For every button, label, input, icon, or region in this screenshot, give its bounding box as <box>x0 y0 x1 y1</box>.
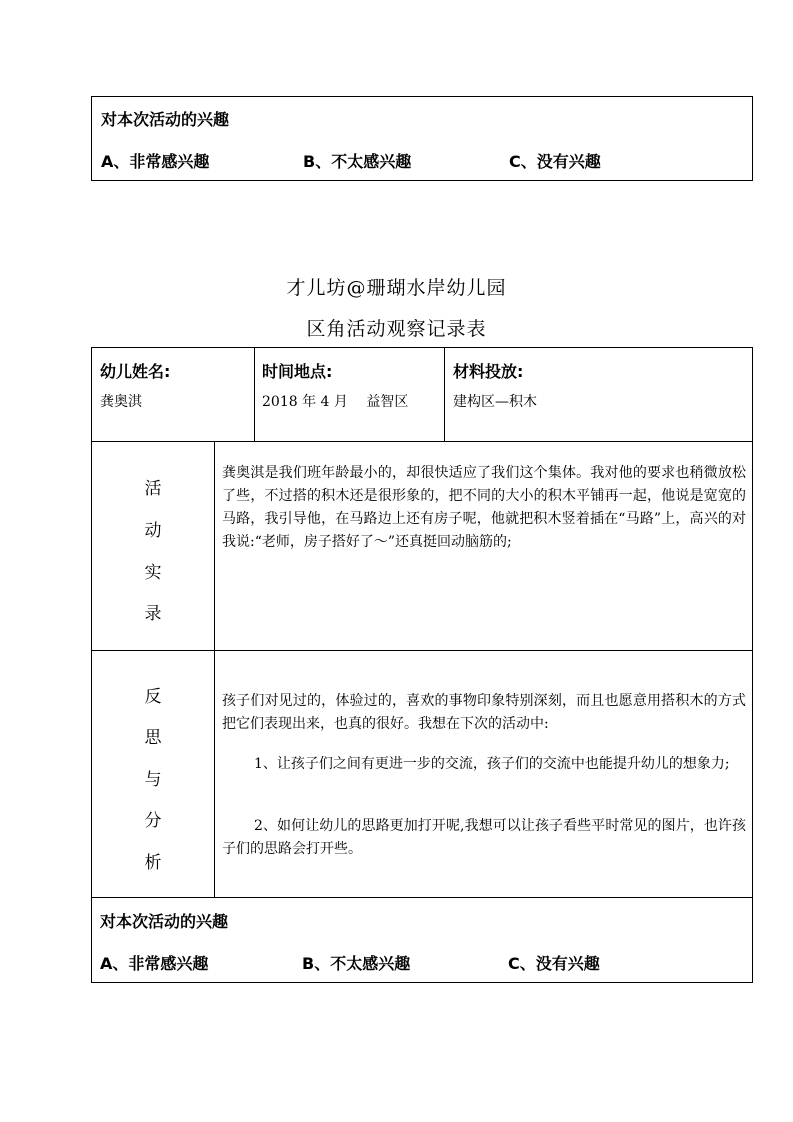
record-label-char: 实 <box>144 563 162 583</box>
reflection-paragraph-1: 孩子们对见过的，体验过的，喜欢的事物印象特别深刻，而且也愿意用搭积木的方式把它们表现出来，也真的很好。我想在下次的活动中: <box>222 693 746 732</box>
top-interest-heading: 对本次活动的兴趣 <box>101 110 230 129</box>
record-label-char: 动 <box>144 521 162 541</box>
info-divider-2 <box>444 347 445 442</box>
bottom-interest-heading: 对本次活动的兴趣 <box>100 912 229 931</box>
reflection-paragraph-3: 2、如何让幼儿的思路更加打开呢,我想可以让孩子看些平时常见的图片，也许孩子们的思路会打开些。 <box>222 818 746 857</box>
info-row-bottom <box>91 441 753 442</box>
reflection-label-char: 与 <box>144 770 162 790</box>
time-place-label: 时间地点: <box>262 362 333 381</box>
record-label-char: 录 <box>144 604 162 624</box>
reflection-label-char: 思 <box>144 728 162 748</box>
top-interest-box <box>91 96 753 181</box>
child-name-label: 幼儿姓名: <box>100 362 171 381</box>
top-option-b: B、不太感兴趣 <box>303 152 412 171</box>
reflection-row-bottom <box>91 897 753 898</box>
material-label: 材料投放: <box>453 362 524 381</box>
bottom-option-c: C、没有兴趣 <box>508 954 600 973</box>
material-value: 建构区—积木 <box>453 394 537 410</box>
reflection-label-char: 分 <box>144 811 162 831</box>
record-row-bottom <box>91 650 753 651</box>
label-column-divider <box>214 441 215 898</box>
record-text: 龚奥淇是我们班年龄最小的，却很快适应了我们这个集体。我对他的要求也稍微放松了些，不过搭的积木还是很形象的，把不同的大小的积木平铺再一起，他说是宽宽的马路，我引导他，在马路边上还有房子呢，他就把积木竖着插在“马路”上，高兴的对我说:“老师，房子搭好了～”还真挺回动脑筋的; <box>222 465 746 550</box>
child-name-value: 龚奥淇 <box>100 394 142 410</box>
top-option-c: C、没有兴趣 <box>509 152 601 171</box>
time-place-value: 2018 年 4 月 益智区 <box>262 394 409 410</box>
bottom-option-b: B、不太感兴趣 <box>302 954 411 973</box>
form-title: 区角活动观察记录表 <box>306 318 487 340</box>
bottom-option-a: A、非常感兴趣 <box>100 954 209 973</box>
reflection-label-char: 反 <box>144 687 162 707</box>
reflection-paragraph-2: 1、让孩子们之间有更进一步的交流，孩子们的交流中也能提升幼儿的想象力; <box>254 756 730 772</box>
reflection-label-char: 析 <box>144 853 162 873</box>
school-name: 才儿坊@珊瑚水岸幼儿园 <box>286 277 507 299</box>
record-table <box>91 347 753 983</box>
info-divider-1 <box>254 347 255 442</box>
record-label-char: 活 <box>144 479 162 499</box>
top-option-a: A、非常感兴趣 <box>101 152 210 171</box>
